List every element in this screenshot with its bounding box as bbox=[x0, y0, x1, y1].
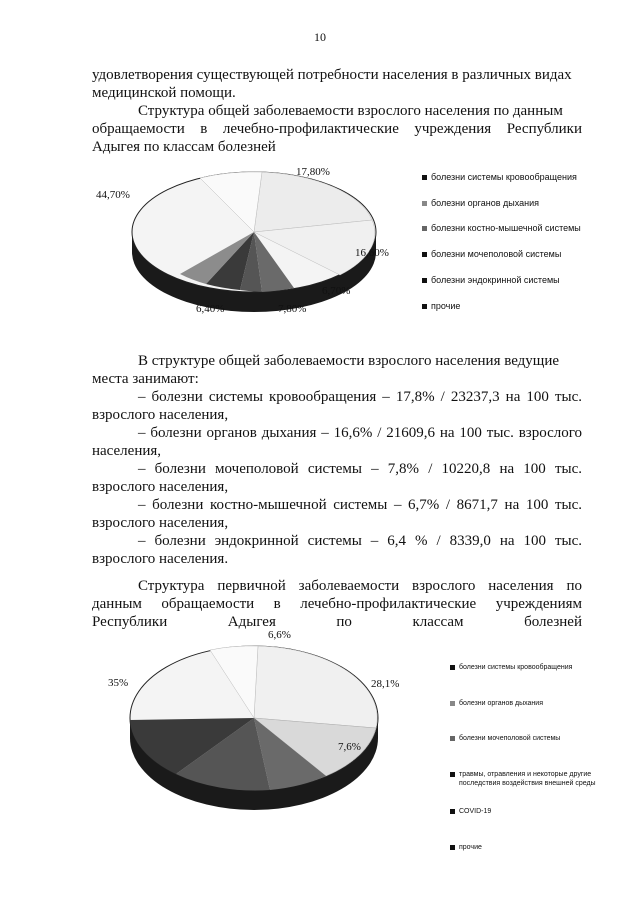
legend-swatch bbox=[450, 809, 455, 814]
chart1-label: 44,70% bbox=[96, 189, 130, 201]
text-line: – болезни системы кровообращения – 17,8% / 23237,3 на 100 тыс. bbox=[138, 389, 582, 405]
legend-item: болезни эндокринной системы bbox=[422, 275, 560, 285]
text-line: – болезни костно-мышечной системы – 6,7% / 8671,7 на 100 тыс. bbox=[138, 497, 582, 513]
text-line: взрослого населения, bbox=[92, 407, 229, 423]
legend-item: болезни костно-мышечной системы bbox=[422, 223, 581, 233]
text-line: Адыгея по классам болезней bbox=[92, 139, 276, 155]
chart2-label: 7,6% bbox=[338, 741, 361, 753]
chart2-label: 35% bbox=[108, 677, 129, 689]
legend-item: болезни органов дыхания bbox=[450, 700, 543, 707]
text-line: взрослого населения, bbox=[92, 515, 229, 531]
legend-item: прочие bbox=[422, 301, 460, 311]
text-line: обращаемости в лечебно-профилактические учреждения Республики bbox=[92, 121, 582, 137]
page-number: 10 bbox=[314, 30, 326, 44]
chart1-label: 6,40% bbox=[196, 303, 225, 315]
legend-item: болезни органов дыхания bbox=[422, 198, 539, 208]
text-line: Структура первичной заболеваемости взрослого населения по bbox=[138, 578, 582, 594]
legend-item: COVID-19 bbox=[450, 808, 491, 815]
text-line: Структура общей заболеваемости взрослого населения по данным bbox=[138, 103, 563, 119]
legend-item: болезни системы кровообращения bbox=[450, 664, 572, 671]
legend-swatch bbox=[450, 845, 455, 850]
text-line: медицинской помощи. bbox=[92, 85, 236, 101]
pie-slice bbox=[254, 646, 377, 728]
text-line: населения, bbox=[92, 443, 162, 459]
text-line: места занимают: bbox=[92, 371, 199, 387]
text-line: В структуре общей заболеваемости взрослого населения ведущие bbox=[138, 353, 560, 369]
legend-swatch bbox=[450, 772, 455, 777]
text-line: данным обращаемости в лечебно-профилактические учреждениям bbox=[92, 596, 582, 612]
legend-item: травмы, отравления и некоторые другие bbox=[450, 771, 591, 778]
legend-item: прочие bbox=[450, 844, 482, 851]
chart1-label: 16,60% bbox=[355, 247, 389, 259]
legend-swatch bbox=[450, 701, 455, 706]
chart2-legend bbox=[450, 664, 630, 851]
legend-item: болезни системы кровообращения bbox=[422, 172, 577, 182]
legend-swatch bbox=[450, 665, 455, 670]
chart1-label: 6,70% bbox=[322, 285, 351, 297]
chart1-label: 17,80% bbox=[296, 166, 330, 178]
legend-item: последствия воздействия внешней среды bbox=[459, 780, 596, 787]
legend-swatch bbox=[450, 736, 455, 741]
chart2-label: 6,6% bbox=[268, 629, 291, 641]
text-line: Республики Адыгея по классам болезней bbox=[92, 614, 582, 630]
text-line: – болезни мочеполовой системы – 7,8% / 10220,8 на 100 тыс. bbox=[138, 461, 582, 477]
text-line: – болезни эндокринной системы – 6,4 % / 8339,0 на 100 тыс. bbox=[138, 533, 582, 549]
text-line: – болезни органов дыхания – 16,6% / 21609,6 на 100 тыс. взрослого bbox=[138, 425, 582, 441]
chart1-label: 7,80% bbox=[278, 303, 307, 315]
text-line: удовлетворения существующей потребности населения в различных видах bbox=[92, 67, 572, 83]
text-line: взрослого населения. bbox=[92, 551, 229, 567]
chart2-label: 28,1% bbox=[371, 678, 400, 690]
legend-item: болезни мочеполовой системы bbox=[422, 249, 561, 259]
text-line: взрослого населения, bbox=[92, 479, 229, 495]
legend-item: болезни мочеполовой системы bbox=[450, 735, 560, 742]
